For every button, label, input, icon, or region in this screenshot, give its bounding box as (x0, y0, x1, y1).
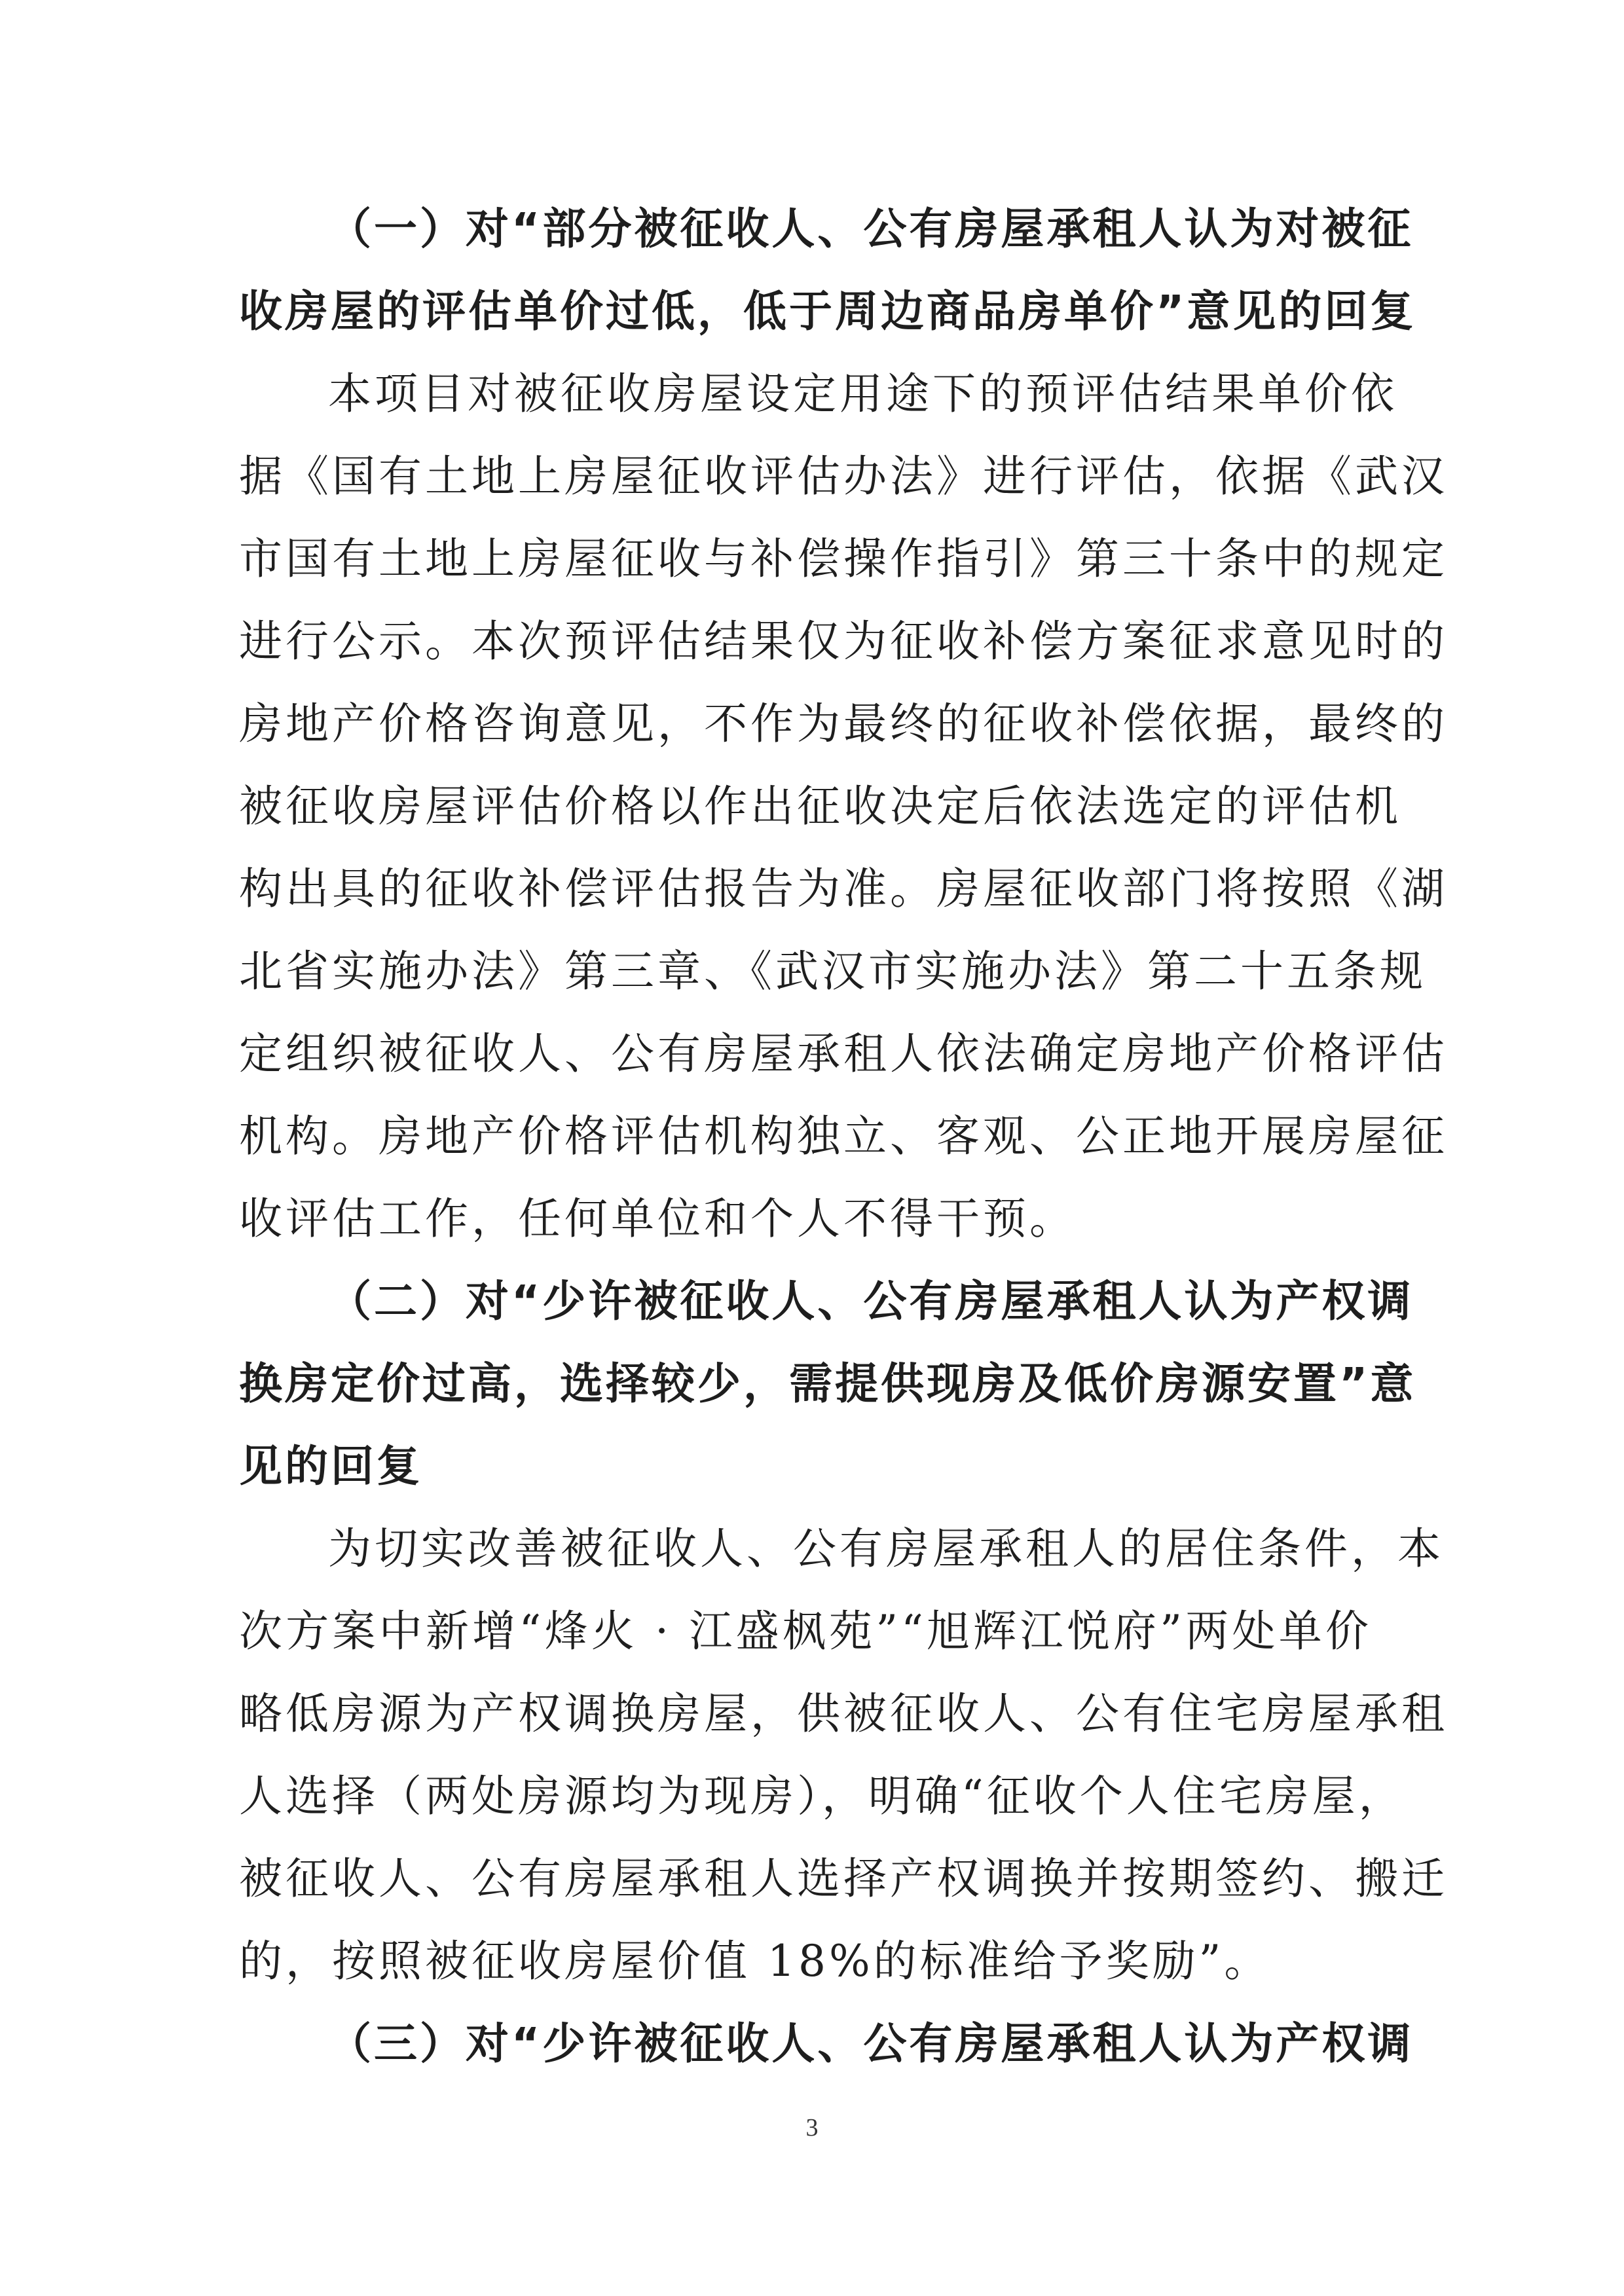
section-1-body-line: 本项目对被征收房屋设定用途下的预评估结果单价依 (328, 369, 1397, 419)
section-1-heading-line-1: （一）对“部分被征收人、公有房屋承租人认为对被征 (328, 204, 1414, 254)
page-number: 3 (805, 2114, 819, 2141)
section-2-body-line: 的，按照被征收房屋价值 18%的标准给予奖励”。 (239, 1936, 1271, 1986)
section-1-body-line: 据《国有土地上房屋征收评估办法》进行评估，依据《武汉 (239, 451, 1448, 501)
section-2-heading-line-1: （二）对“少许被征收人、公有房屋承租人认为产权调 (328, 1276, 1414, 1326)
section-1-body-line: 定组织被征收人、公有房屋承租人依法确定房地产价格评估 (239, 1029, 1448, 1079)
section-3-heading-line-1: （三）对“少许被征收人、公有房屋承租人认为产权调 (328, 2018, 1414, 2069)
section-1-heading-line-2: 收房屋的评估单价过低，低于周边商品房单价”意见的回复 (239, 286, 1416, 337)
section-2-body-line: 次方案中新增“烽火 · 江盛枫苑”“旭辉江悦府”两处单价 (239, 1606, 1372, 1656)
section-1-body-line: 收评估工作，任何单位和个人不得干预。 (239, 1194, 1076, 1244)
section-1-body-line: 被征收房屋评估价格以作出征收决定后依法选定的评估机 (239, 781, 1401, 831)
section-2-body-line: 被征收人、公有房屋承租人选择产权调换并按期签约、搬迁 (239, 1853, 1448, 1904)
section-1-body-line: 房地产价格咨询意见，不作为最终的征收补偿依据，最终的 (239, 699, 1448, 749)
section-1-body-line: 构出具的征收补偿评估报告为准。房屋征收部门将按照《湖 (239, 864, 1448, 914)
section-2-heading-line-3: 见的回复 (239, 1441, 422, 1491)
section-1-body-line: 机构。房地产价格评估机构独立、客观、公正地开展房屋征 (239, 1111, 1448, 1161)
section-1-body-line: 进行公示。本次预评估结果仅为征收补偿方案征求意见时的 (239, 616, 1448, 666)
section-1-body-line: 市国有土地上房屋征收与补偿操作指引》第三十条中的规定 (239, 534, 1448, 584)
section-2-body-line: 为切实改善被征收人、公有房屋承租人的居住条件，本 (328, 1523, 1444, 1574)
section-2-heading-line-2: 换房定价过高，选择较少，需提供现房及低价房源安置”意 (239, 1358, 1416, 1409)
section-2-body-line: 略低房源为产权调换房屋，供被征收人、公有住宅房屋承租 (239, 1688, 1448, 1739)
section-1-body-line: 北省实施办法》第三章、《武汉市实施办法》第二十五条规 (239, 946, 1426, 996)
section-2-body-line: 人选择（两处房源均为现房），明确“征收个人住宅房屋， (239, 1771, 1405, 1821)
